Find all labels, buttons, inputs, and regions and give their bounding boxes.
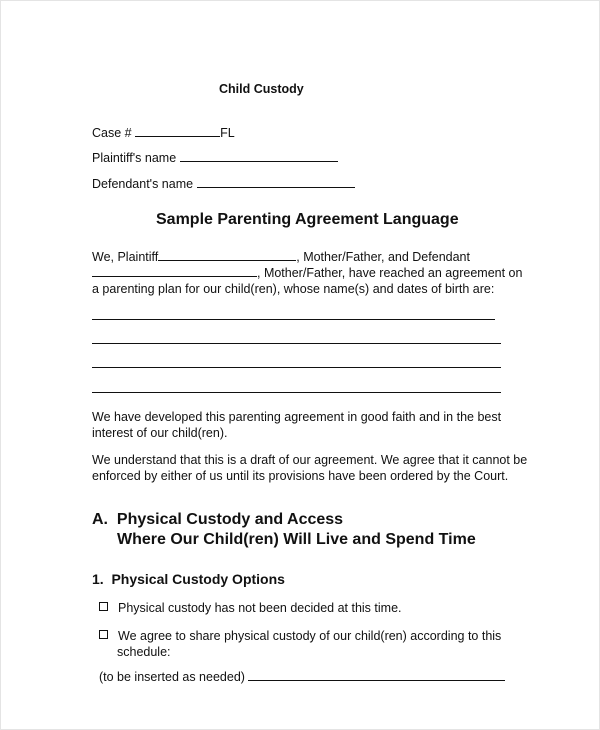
defendant-name-blank[interactable] [197,176,355,188]
children-blank-line[interactable] [92,343,501,344]
option-shared [99,628,501,644]
section-a-subheading: Where Our Child(ren) Will Live and Spend Time [117,531,476,548]
intro-text: , Mother/Father, have reached an agreement on [257,266,523,280]
plaintiff-name-field [92,150,338,166]
option-shared-cont: schedule: [117,645,171,659]
case-number-blank[interactable] [135,125,220,137]
insert-schedule-field [99,669,505,685]
case-number-field [92,125,235,141]
plaintiff-label: Plaintiff's name [92,151,177,165]
plaintiff-name-blank[interactable] [180,150,338,162]
defendant-label: Defendant's name [92,177,194,191]
insert-label: (to be inserted as needed) [99,670,245,684]
option-label: Physical custody has not been decided at this time. [118,601,402,615]
intro-text: We, Plaintiff [92,250,159,264]
document-header: Child Custody [219,82,304,96]
good-faith-line-1: We have developed this parenting agreement in good faith and in the best [92,410,502,424]
checkbox[interactable] [99,602,108,611]
option-undecided [99,600,402,616]
schedule-blank[interactable] [248,669,505,681]
draft-line-1: We understand that this is a draft of our agreement. We agree that it cannot be [92,453,528,467]
draft-line-2: enforced by either of us until its provisions have been ordered by the Court. [92,469,509,483]
children-blank-line[interactable] [92,392,501,393]
defendant-blank[interactable] [92,265,257,277]
plaintiff-blank[interactable] [158,249,296,261]
intro-line-2 [92,265,522,281]
intro-line-3: a parenting plan for our child(ren), whose name(s) and dates of birth are: [92,282,495,296]
case-suffix: FL [220,126,235,140]
intro-text: , Mother/Father, and Defendant [296,250,470,264]
document-title: Sample Parenting Agreement Language [156,211,459,228]
good-faith-line-2: interest of our child(ren). [92,426,228,440]
children-blank-line[interactable] [92,367,501,368]
checkbox[interactable] [99,630,108,639]
intro-line-1 [92,249,470,265]
option-label: We agree to share physical custody of our child(ren) according to this [118,629,502,643]
defendant-name-field [92,176,355,192]
section-a-heading: A. Physical Custody and Access [92,511,344,528]
subsection-1-heading: 1. Physical Custody Options [92,571,285,587]
case-label: Case # [92,126,132,140]
children-blank-line[interactable] [92,319,495,320]
